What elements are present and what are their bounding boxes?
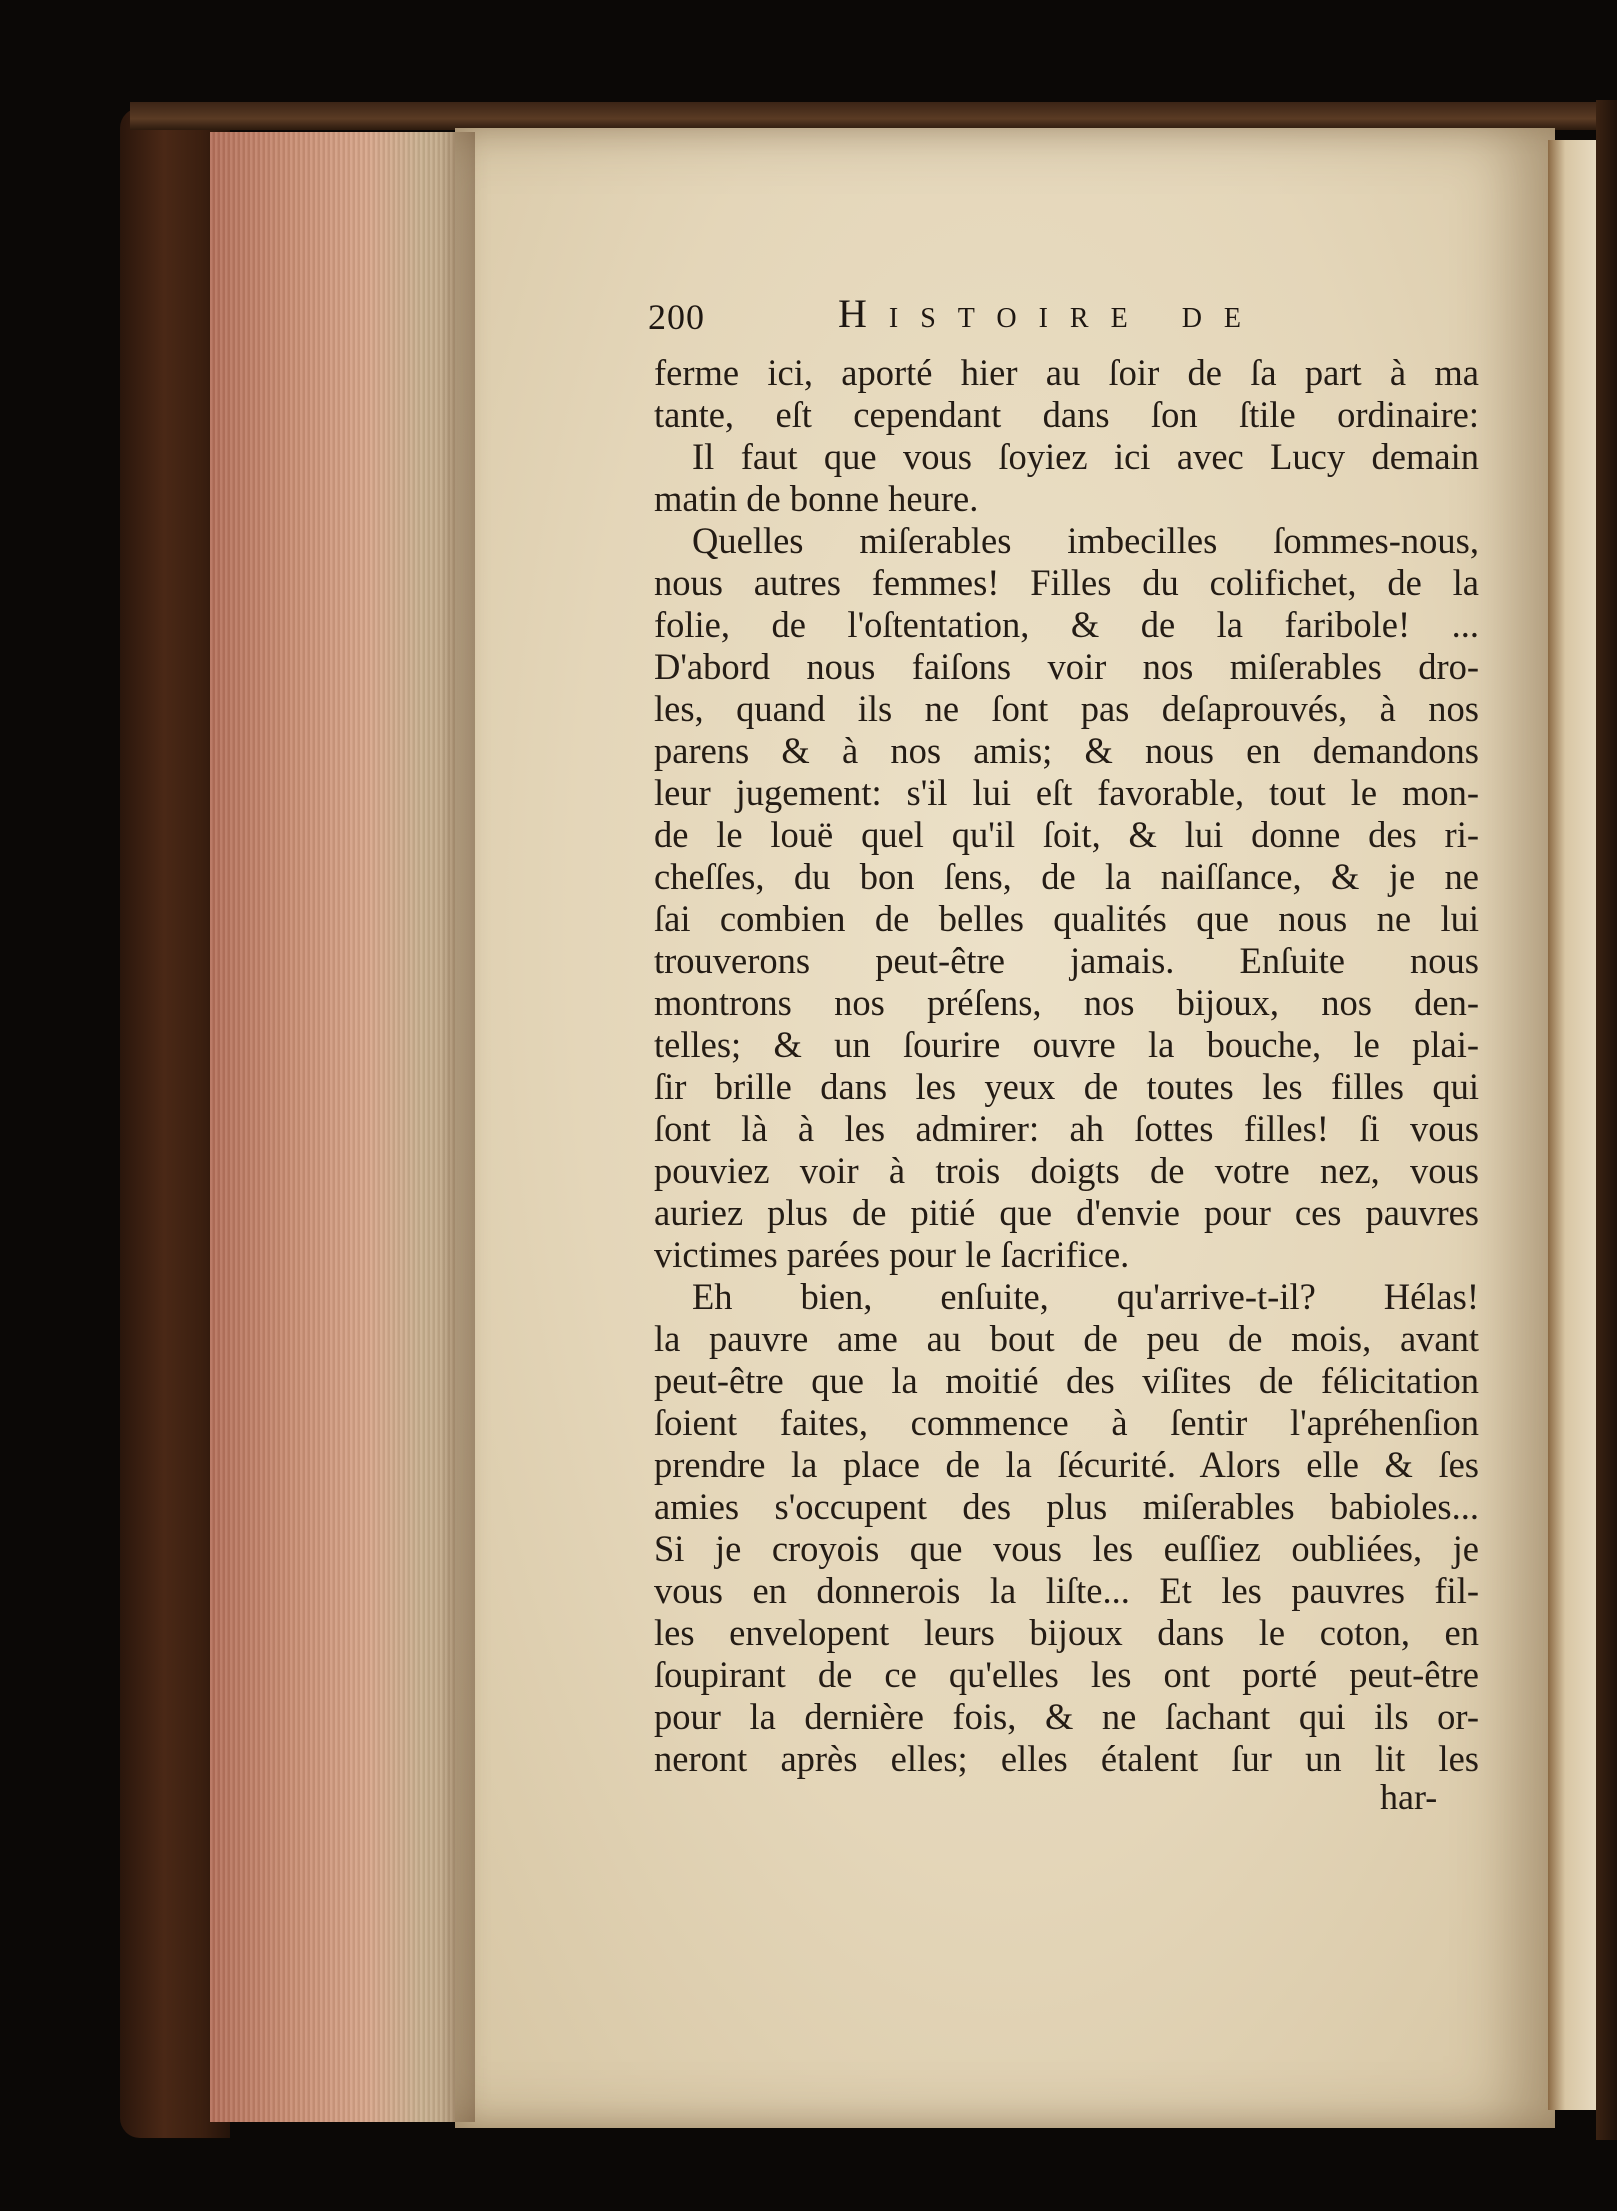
- text-line: montrons nos préſens, nos bijoux, nos den-: [654, 982, 1479, 1023]
- text-line: auriez plus de pitié que d'envie pour ces pauvres: [654, 1192, 1479, 1233]
- catchword: har-: [1380, 1777, 1438, 1817]
- text-line: la pauvre ame au bout de peu de mois, avant: [654, 1318, 1479, 1359]
- book-cover-top-edge: [130, 102, 1617, 130]
- text-line: Eh bien, enſuite, qu'arrive-t-il? Hélas!: [692, 1276, 1479, 1317]
- body-text: [654, 352, 1479, 1780]
- text-line: ferme ici, aporté hier au ſoir de ſa part à ma: [654, 352, 1479, 393]
- text-line: les envelopent leurs bijoux dans le coton, en: [654, 1612, 1479, 1653]
- text-line: prendre la place de la ſécurité. Alors elle & ſes: [654, 1444, 1479, 1485]
- text-line: ſai combien de belles qualités que nous ne lui: [654, 898, 1479, 939]
- text-line: parens & à nos amis; & nous en demandons: [654, 730, 1479, 771]
- text-line: ſoupirant de ce qu'elles les ont porté peut-être: [654, 1654, 1479, 1695]
- text-line: D'abord nous faiſons voir nos miſerables dro-: [654, 646, 1479, 687]
- text-line: telles; & un ſourire ouvre la bouche, le plai-: [654, 1024, 1479, 1065]
- text-line: pouviez voir à trois doigts de votre nez, vous: [654, 1150, 1479, 1191]
- text-line: victimes parées pour le ſacrifice.: [654, 1234, 1130, 1275]
- text-line: ſoient faites, commence à ſentir l'apréhenſion: [654, 1402, 1479, 1443]
- text-line: vous en donnerois la liſte... Et les pauvres fil-: [654, 1570, 1479, 1611]
- text-line: Quelles miſerables imbecilles ſommes-nous,: [692, 520, 1479, 561]
- page-number: 200: [648, 297, 705, 337]
- text-line: Si je croyois que vous les euſſiez oubliées, je: [654, 1528, 1479, 1569]
- text-line: folie, de l'oſtentation, & de la faribole! ...: [654, 604, 1479, 645]
- text-line: ſir brille dans les yeux de toutes les filles qui: [654, 1066, 1479, 1107]
- text-line: de le louë quel qu'il ſoit, & lui donne des ri-: [654, 814, 1479, 855]
- text-line: matin de bonne heure.: [654, 478, 979, 519]
- gutter-shadow: [440, 132, 475, 2122]
- text-line: nous autres femmes! Filles du colifichet, de la: [654, 562, 1479, 603]
- text-line: cheſſes, du bon ſens, de la naiſſance, & je ne: [654, 856, 1479, 897]
- running-title: Histoire de: [838, 291, 1264, 336]
- text-line: leur jugement: s'il lui eſt favorable, tout le mon-: [654, 772, 1479, 813]
- text-line: trouverons peut-être jamais. Enſuite nous: [654, 940, 1479, 981]
- text-line: Il faut que vous ſoyiez ici avec Lucy demain: [692, 436, 1479, 477]
- text-line: les, quand ils ne ſont pas deſaprouvés, à nos: [654, 688, 1479, 729]
- text-line: ſont là à les admirer: ah ſottes filles! ſi vous: [654, 1108, 1479, 1149]
- running-head: [648, 290, 1478, 350]
- text-line: amies s'occupent des plus miſerables babioles...: [654, 1486, 1479, 1527]
- text-line: tante, eſt cependant dans ſon ſtile ordinaire:: [654, 394, 1479, 435]
- text-line: neront après elles; elles étalent ſur un lit les: [654, 1738, 1479, 1779]
- text-line: peut-être que la moitié des viſites de félicitation: [654, 1360, 1479, 1401]
- book-cover-right: [1596, 100, 1617, 2140]
- page-edges: [210, 132, 475, 2122]
- text-line: pour la dernière fois, & ne ſachant qui ils or-: [654, 1696, 1479, 1737]
